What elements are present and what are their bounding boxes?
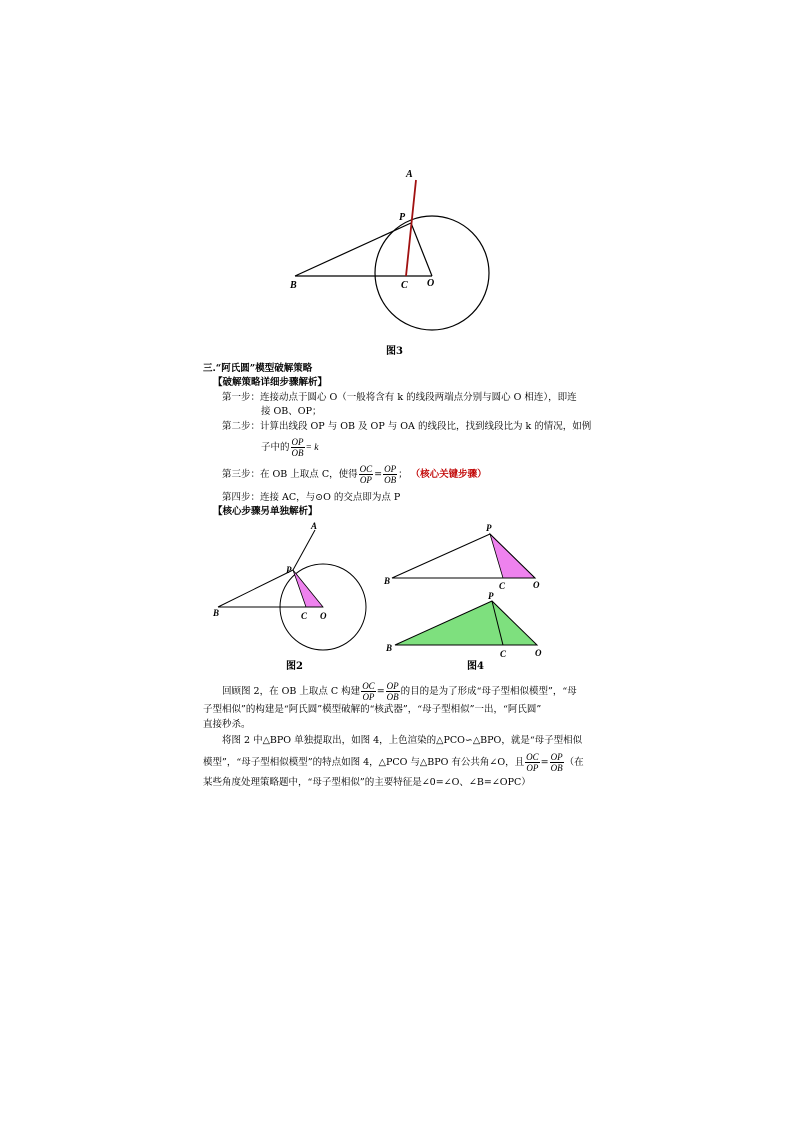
fraction-denominator: OP bbox=[526, 763, 539, 773]
figure-2-label-a: A bbox=[311, 521, 318, 531]
fraction-op-ob bbox=[383, 464, 397, 485]
paragraph-2-line-1: 将图 2 中△BPO 单独提取出，如图 4，上色渲染的△PCO∽△BPO，就是“母子型相似 bbox=[222, 735, 583, 746]
section-subtitle-core: 【核心步骤另单独解析】 bbox=[213, 506, 318, 517]
fraction-denominator: OP bbox=[359, 475, 372, 485]
fraction-numerator: OP bbox=[386, 681, 399, 691]
fraction-oc-op bbox=[361, 681, 376, 702]
figure-3-label-o: O bbox=[427, 278, 435, 289]
figure-4-caption: 图4 bbox=[467, 661, 484, 672]
fraction-denominator: OB bbox=[291, 448, 304, 458]
paragraph-2-line-2 bbox=[203, 752, 584, 773]
figure-4-top-label-o: O bbox=[533, 580, 540, 590]
step-3-equals: = bbox=[374, 469, 383, 480]
fraction-oc-op bbox=[525, 752, 540, 773]
fraction-denominator: OB bbox=[386, 692, 399, 702]
figure-3-label-p: P bbox=[399, 212, 406, 223]
figure-2-label-p: P bbox=[286, 565, 292, 575]
fraction-numerator: OC bbox=[359, 464, 373, 474]
fraction-op-ob bbox=[291, 437, 305, 458]
figure-3-circle bbox=[375, 216, 489, 330]
step-3-separator: ； bbox=[398, 469, 408, 480]
fraction-oc-op bbox=[359, 464, 374, 485]
figure-3-line-BP bbox=[295, 223, 411, 276]
paragraph-2-text-a: 模型”，“母子型相似模型”的特点如图 4，△PCO 与△BPO 有公共角∠O，且 bbox=[203, 757, 525, 768]
paragraph-1-line-2: 子型相似”的构建是“阿氏圆”模型破解的“核武器”，“母子型相似”一出，“阿氏圆” bbox=[203, 704, 542, 715]
fraction-numerator: OC bbox=[526, 752, 539, 762]
figure-2-label-c: C bbox=[301, 611, 308, 621]
fraction-numerator: OP bbox=[384, 464, 397, 474]
figure-3-label-c: C bbox=[401, 280, 408, 291]
figure-3-label-a: A bbox=[406, 169, 413, 180]
figure-2-line-PA bbox=[293, 530, 315, 570]
step-2-suffix: = k bbox=[305, 443, 319, 453]
step-3-prefix: 第三步：在 OB 上取点 C，使得 bbox=[222, 469, 358, 480]
step-1-line-1: 第一步：连接动点于圆心 O（一般将含有 k 的线段两端点分别与圆心 O 相连），即连 bbox=[222, 392, 577, 403]
figure-3-line-PO bbox=[411, 223, 432, 276]
fraction-denominator: OP bbox=[362, 692, 375, 702]
figure-4-bottom-shaded-triangle bbox=[395, 601, 537, 645]
paragraph-1-equals: = bbox=[376, 686, 385, 697]
paragraph-1-line-1 bbox=[222, 681, 577, 702]
figure-2-shaded-triangle bbox=[293, 570, 323, 607]
figure-2-label-o: O bbox=[320, 611, 327, 621]
figure-3-label-b: B bbox=[290, 280, 297, 291]
figure-2-label-b: B bbox=[213, 608, 220, 618]
step-2-line-2 bbox=[261, 437, 319, 458]
fraction-op-ob bbox=[550, 752, 564, 773]
figure-4-bottom-label-o: O bbox=[535, 648, 542, 658]
step-4-line: 第四步：连接 AC，与⊙O 的交点即为点 P bbox=[222, 492, 401, 503]
figure-4-top-label-p: P bbox=[486, 523, 492, 533]
step-3-key-note: （核心关键步骤） bbox=[410, 469, 487, 480]
step-1-line-2: 接 OB、OP； bbox=[261, 406, 322, 417]
figure-3-line-AC bbox=[406, 180, 416, 276]
paragraph-2-text-b: （在 bbox=[564, 757, 584, 768]
fraction-numerator: OP bbox=[291, 437, 304, 447]
fraction-numerator: OP bbox=[550, 752, 563, 762]
figure-4-bottom-label-b: B bbox=[386, 643, 393, 653]
figure-2-caption: 图2 bbox=[286, 661, 303, 672]
paragraph-1-text-a: 回顾图 2，在 OB 上取点 C 构建 bbox=[222, 686, 361, 697]
fraction-denominator: OB bbox=[384, 475, 397, 485]
step-2-prefix: 子中的 bbox=[261, 442, 290, 453]
step-3-line bbox=[222, 464, 487, 485]
paragraph-1-text-b: 的目的是为了形成“母子型相似模型”，“母 bbox=[400, 686, 577, 697]
fraction-op-ob bbox=[386, 681, 400, 702]
fraction-denominator: OB bbox=[550, 763, 563, 773]
section-subtitle-strategy: 【破解策略详细步骤解析】 bbox=[213, 377, 328, 388]
paragraph-1-line-3: 直接秒杀。 bbox=[203, 719, 251, 730]
figure-3-caption: 图3 bbox=[386, 346, 403, 357]
figure-4-bottom-label-c: C bbox=[500, 649, 507, 659]
fraction-numerator: OC bbox=[362, 681, 375, 691]
paragraph-2-equals: = bbox=[540, 757, 549, 768]
step-2-line-1: 第二步：计算出线段 OP 与 OB 及 OP 与 OA 的线段比，找到线段比为 k 的情况，如例 bbox=[222, 421, 592, 432]
paragraph-2-line-3: 某些角度处理策略题中，“母子型相似”的主要特征是∠0=∠O、∠B=∠OPC） bbox=[203, 777, 531, 788]
figure-4-top-label-c: C bbox=[499, 581, 506, 591]
figure-4-bottom-label-p: P bbox=[488, 591, 494, 601]
figure-2-line-BP bbox=[218, 570, 293, 607]
section-title: 三.“阿氏圆”模型破解策略 bbox=[203, 363, 313, 374]
figure-4-top-label-b: B bbox=[384, 576, 391, 586]
